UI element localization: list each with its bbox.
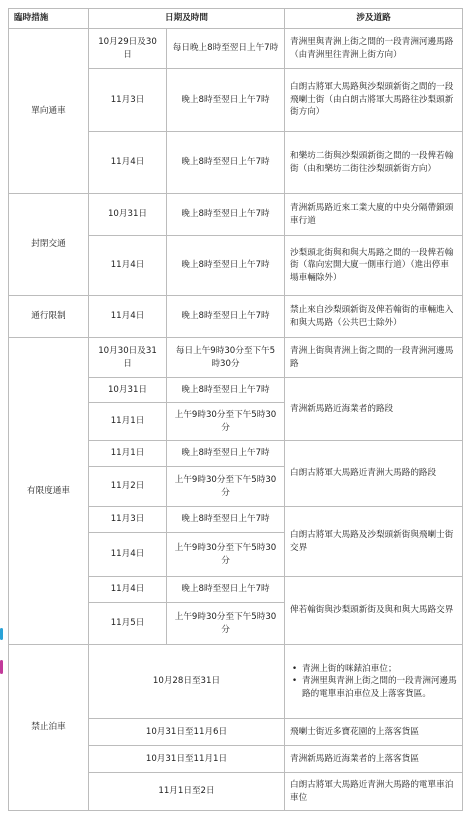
side-marker (0, 628, 3, 640)
road-cell: 白朗古將軍大馬路近青洲大馬路的電單車泊車位 (285, 773, 463, 811)
road-cell: 白朗古將軍大馬路近青洲大馬路的路段 (285, 441, 463, 507)
date-cell: 11月1日 (89, 403, 167, 441)
date-cell: 10月30日及31日 (89, 338, 167, 378)
road-cell: 俾若翰街與沙梨頭新街及與和與大馬路交界 (285, 577, 463, 645)
date-cell: 11月3日 (89, 69, 167, 132)
date-cell: 11月4日 (89, 236, 167, 296)
side-marker (0, 660, 3, 674)
time-cell: 每日上午9時30分至下午5時30分 (167, 338, 285, 378)
road-cell: 青洲里與青洲上街之間的一段青洲河邊馬路（由青洲里往青洲上街方向） (285, 29, 463, 69)
time-cell: 上午9時30分至下午5時30分 (167, 467, 285, 507)
date-cell: 11月4日 (89, 132, 167, 194)
road-cell: 沙梨頭北街與和與大馬路之間的一段俾若翰街（靠向宏開大廈一側車行道）（進出停車場車輛除外） (285, 236, 463, 296)
time-cell: 上午9時30分至下午5時30分 (167, 603, 285, 645)
time-cell: 晚上8時至翌日上午7時 (167, 378, 285, 403)
road-cell: 飛喇士街近多寶花園的上落客貨區 (285, 719, 463, 746)
time-cell: 晚上8時至翌日上午7時 (167, 194, 285, 236)
road-cell: 青洲新馬路近海業者的上落客貨區 (285, 746, 463, 773)
measure-cell: 單向通車 (9, 29, 89, 194)
road-cell: 和樂坊二街與沙梨頭新街之間的一段俾若翰街（由和樂坊二街往沙梨頭新街方向） (285, 132, 463, 194)
date-cell: 11月5日 (89, 603, 167, 645)
table-row (9, 338, 463, 378)
date-cell: 11月1日 (89, 441, 167, 467)
date-cell: 11月4日 (89, 533, 167, 577)
measure-cell: 禁止泊車 (9, 645, 89, 811)
road-cell: 白朗古將軍大馬路與沙梨頭新街之間的一段飛喇士街（由白朗古將軍大馬路往沙梨頭新街方向） (285, 69, 463, 132)
date-cell: 10月29日及30日 (89, 29, 167, 69)
date-cell: 11月4日 (89, 577, 167, 603)
table-row (9, 29, 463, 69)
date-cell: 11月3日 (89, 507, 167, 533)
time-cell: 晚上8時至翌日上午7時 (167, 69, 285, 132)
table-row (9, 296, 463, 338)
road-cell (285, 645, 463, 719)
measure-cell: 封閉交通 (9, 194, 89, 296)
time-cell: 晚上8時至翌日上午7時 (167, 132, 285, 194)
date-cell: 11月4日 (89, 296, 167, 338)
time-cell: 晚上8時至翌日上午7時 (167, 577, 285, 603)
date-cell: 11月2日 (89, 467, 167, 507)
time-cell: 晚上8時至翌日上午7時 (167, 236, 285, 296)
measure-cell: 通行限制 (9, 296, 89, 338)
road-list (290, 663, 457, 700)
road-cell: 青洲新馬路近來工業大廈的中央分隔帶鎖頭車行道 (285, 194, 463, 236)
table-row (9, 194, 463, 236)
time-cell: 上午9時30分至下午5時30分 (167, 403, 285, 441)
time-cell: 晚上8時至翌日上午7時 (167, 507, 285, 533)
date-cell: 10月31日 (89, 378, 167, 403)
header-measure: 臨時措施 (9, 9, 89, 29)
time-cell: 上午9時30分至下午5時30分 (167, 533, 285, 577)
date-cell: 10月31日 (89, 194, 167, 236)
list-item: • 青洲上街的咪錶泊車位； (290, 663, 457, 675)
measure-cell: 有限度通車 (9, 338, 89, 645)
table-row (9, 645, 463, 719)
header-roads: 涉及道路 (285, 9, 463, 29)
date-cell: 10月28日至31日 (89, 645, 285, 719)
road-cell: 白朗古將軍大馬路及沙梨頭新街與飛喇士街交界 (285, 507, 463, 577)
list-item: • 青洲里與青洲上街之間的一段青洲河邊馬路的電單車泊車位及上落客貨區。 (290, 675, 457, 700)
time-cell: 晚上8時至翌日上午7時 (167, 441, 285, 467)
date-cell: 11月1日至2日 (89, 773, 285, 811)
header-datetime: 日期及時間 (89, 9, 285, 29)
traffic-measures-table (8, 8, 463, 811)
time-cell: 晚上8時至翌日上午7時 (167, 296, 285, 338)
road-cell: 青洲新馬路近海業者的路段 (285, 378, 463, 441)
table-header-row (9, 9, 463, 29)
road-cell: 禁止來自沙梨頭新街及俾若翰街的車輛進入和與大馬路（公共巴士除外） (285, 296, 463, 338)
time-cell: 每日晚上8時至翌日上午7時 (167, 29, 285, 69)
date-cell: 10月31日至11月1日 (89, 746, 285, 773)
date-cell: 10月31日至11月6日 (89, 719, 285, 746)
road-cell: 青洲上街與青洲上街之間的一段青洲河邊馬路 (285, 338, 463, 378)
